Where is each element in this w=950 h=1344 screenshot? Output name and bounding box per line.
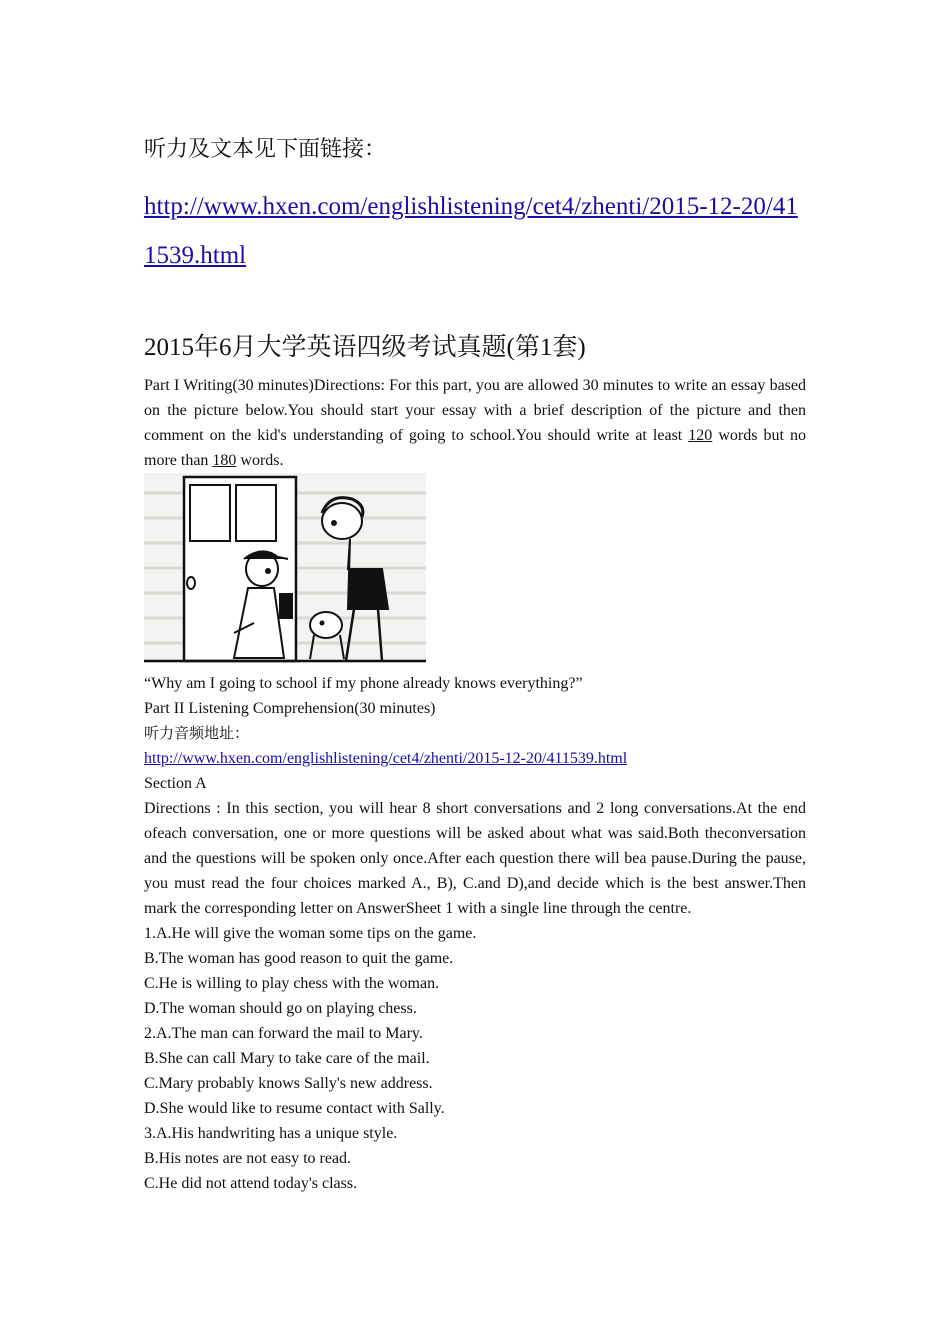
option-item: 3.A.His handwriting has a unique style. bbox=[144, 1125, 398, 1142]
listening-heading: Part II Listening Comprehension(30 minutes) bbox=[144, 700, 436, 717]
section-heading: Section A bbox=[144, 775, 207, 792]
listening-notice: 听力及文本见下面链接： bbox=[144, 137, 387, 162]
option-item: 2.A.The man can forward the mail to Mary. bbox=[144, 1025, 423, 1042]
option-item: C.He did not attend today's class. bbox=[144, 1175, 358, 1192]
option-item: B.She can call Mary to take care of the mail. bbox=[144, 1050, 430, 1067]
max-words: 180 bbox=[212, 452, 237, 469]
section-directions: Directions : In this section, you will hear 8 short conversations and 2 long conversations.At the end ofeach conversation, one or more questions will be asked about what was said.Both theconversation and the questions will be spoken only once.After each question there will bea pause.During the pause, you must read the four choices marked A., B), C.and D),and decide which is the best answer.Then mark the corresponding letter on AnswerSheet 1 with a single line through the centre. bbox=[144, 800, 806, 917]
min-words: 120 bbox=[688, 427, 713, 444]
option-item: C.He is willing to play chess with the woman. bbox=[144, 975, 440, 992]
option-item: D.The woman should go on playing chess. bbox=[144, 1000, 417, 1017]
audio-label: 听力音频地址： bbox=[144, 724, 250, 742]
cartoon-caption: “Why am I going to school if my phone already knows everything?” bbox=[144, 675, 583, 692]
exam-title: 2015年6月大学英语四级考试真题(第1套) bbox=[144, 334, 586, 361]
listening-text-link[interactable]: http://www.hxen.com/englishlistening/cet4/zhenti/2015-12-20/411539.html bbox=[144, 193, 798, 269]
writing-directions: Part I Writing(30 minutes)Directions: For this part, you are allowed 30 minutes to write an essay based on the picture below.You should start your essay with a brief description of the picture and then comment on the kid's understanding of going to school.You should write at least 120 words but no more than 180 words. bbox=[144, 377, 806, 469]
cartoon-image bbox=[144, 473, 426, 663]
option-item: D.She would like to resume contact with Sally. bbox=[144, 1100, 445, 1117]
option-item: C.Mary probably knows Sally's new address. bbox=[144, 1075, 433, 1092]
option-item: 1.A.He will give the woman some tips on the game. bbox=[144, 925, 477, 942]
audio-link[interactable]: http://www.hxen.com/englishlistening/cet4/zhenti/2015-12-20/411539.html bbox=[144, 750, 628, 767]
option-item: B.His notes are not easy to read. bbox=[144, 1150, 352, 1167]
option-item: B.The woman has good reason to quit the game. bbox=[144, 950, 454, 967]
exam-body bbox=[144, 373, 806, 1196]
